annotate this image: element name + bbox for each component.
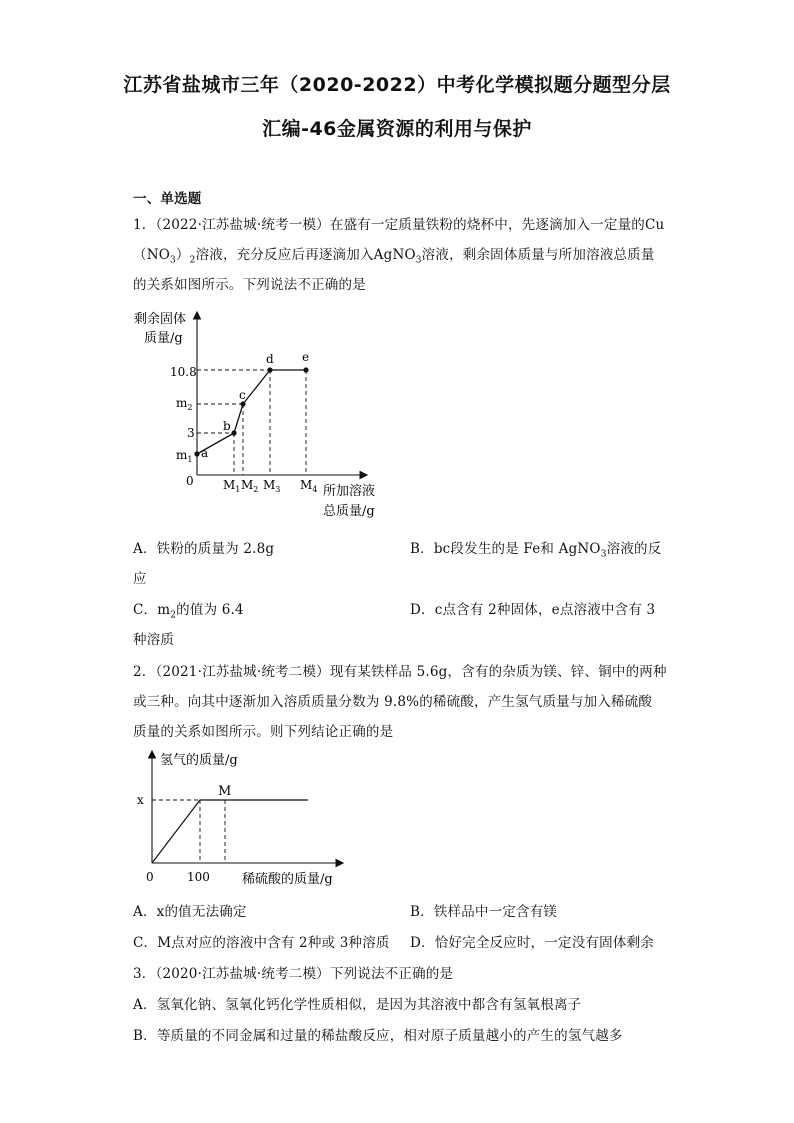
q2-option-d: D．恰好完全反应时，一定没有固体剩余 — [410, 935, 654, 951]
q2-data-line — [152, 800, 308, 863]
q2-option-a: A．x的值无法确定 — [133, 904, 247, 920]
q1-label-d: d — [266, 352, 274, 366]
q1-origin: 0 — [186, 474, 194, 488]
q1-xtick-M4-base: M — [300, 478, 313, 492]
q2-xtick-100: 100 — [187, 870, 210, 884]
q2-ylabel: 氢气的质量/g — [160, 753, 238, 768]
q1-sub: 3 — [415, 255, 422, 266]
q1-label-b: b — [223, 419, 231, 433]
q1-ytick-10.8: 10.8 — [170, 365, 197, 379]
q2-line2: 或三种。向其中逐渐加入溶质质量分数为 9.8%的稀硫酸，产生氢气质量与加入稀硫酸 — [133, 694, 653, 710]
q1-line2-part: （NO — [133, 247, 170, 263]
q1-point-a — [194, 451, 199, 456]
q3-option-a: A．氢氧化钠、氢氧化钙化学性质相似，是因为其溶液中都含有氢氧根离子 — [133, 997, 582, 1013]
q1-chart — [130, 305, 400, 525]
q1-xtick-M4-sub: 4 — [312, 485, 318, 494]
q1-label-c: c — [239, 388, 246, 402]
q1-ylabel-2: 质量/g — [144, 331, 183, 346]
q1-option-b-part: B．bc段发生的是 Fe和 AgNO — [410, 541, 601, 557]
q1-xtick-M2-sub: 2 — [253, 485, 259, 494]
q1-point-b — [231, 430, 236, 435]
q1-line2-part: 溶液，剩余固体质量与所加溶液总质量 — [421, 247, 655, 263]
q1-option-c-part: C．m — [133, 602, 171, 618]
q1-data-line — [197, 370, 306, 454]
q1-line3: 的关系如图所示。下列说法不正确的是 — [133, 277, 366, 293]
q2-chart — [130, 748, 360, 888]
q2-line1: 2．（2021·江苏盐城·统考二模）现有某铁样品 5.6g，含有的杂质为镁、锌、铜中的两种 — [133, 664, 667, 680]
q1-line2-part: 溶液，充分反应后再逐滴加入AgNO — [195, 247, 416, 263]
q1-label-e: e — [302, 350, 310, 364]
q1-sub: 3 — [169, 255, 176, 266]
q1-ytick-3: 3 — [187, 426, 195, 440]
q1-xtick-M1 — [223, 478, 240, 494]
q1-xtick-M3-sub: 3 — [275, 485, 281, 494]
q1-point-d — [267, 367, 272, 372]
q1-ytick-m1-sub: 1 — [187, 455, 193, 464]
q3-option-b: B．等质量的不同金属和过量的稀盐酸反应，相对原子质量越小的产生的氢气越多 — [133, 1028, 623, 1044]
q1-sub: 3 — [600, 549, 607, 560]
q1-line2 — [133, 243, 655, 266]
q1-line2-part: ） — [175, 247, 190, 263]
q1-ytick-m1 — [176, 448, 192, 464]
q1-xtick-M2-base: M — [241, 478, 254, 492]
q1-option-b-cont: 应 — [133, 571, 147, 587]
q1-line1: 1．（2022·江苏盐城·统考一模）在盛有一定质量铁粉的烧杯中，先逐滴加入一定量的Cu — [133, 217, 665, 233]
q1-point-e — [303, 367, 308, 372]
q1-label-a: a — [201, 446, 209, 460]
q1-ytick-m2-sub: 2 — [187, 403, 193, 412]
q1-sub: 2 — [189, 255, 196, 266]
q1-ytick-m2 — [176, 396, 192, 412]
q1-xlabel-1: 所加溶液 — [323, 484, 376, 499]
q2-option-c: C．M点对应的溶液中含有 2种或 3种溶质 — [133, 935, 390, 951]
q2-origin: 0 — [146, 870, 154, 884]
q1-option-d-cont: 种溶质 — [133, 632, 175, 648]
q1-xtick-M2 — [241, 478, 258, 494]
q1-xlabel-2: 总质量/g — [323, 504, 375, 519]
q3-line1: 3．（2020·江苏盐城·统考二模）下列说法不正确的是 — [133, 966, 454, 982]
q2-xlabel: 稀硫酸的质量/g — [242, 872, 333, 887]
q2-ytick-x: x — [137, 793, 144, 807]
q1-option-b — [410, 537, 661, 560]
q1-option-c — [133, 598, 244, 621]
q1-point-c — [240, 401, 245, 406]
q1-option-a: A．铁粉的质量为 2.8g — [133, 541, 275, 557]
q1-xtick-M3 — [263, 478, 280, 494]
q1-option-b-part: 溶液的反 — [606, 541, 662, 557]
doc-title-line1: 江苏省盐城市三年（2020-2022）中考化学模拟题分题型分层 — [123, 74, 671, 96]
doc-title-line2: 汇编-46金属资源的利用与保护 — [262, 118, 532, 140]
q1-ylabel-1: 剩余固体 — [134, 312, 187, 327]
q1-xtick-M1-sub: 1 — [235, 485, 241, 494]
q2-option-b: B．铁样品中一定含有镁 — [410, 904, 558, 920]
q1-ytick-m2-base: m — [176, 396, 188, 410]
q1-ytick-m1-base: m — [176, 448, 188, 462]
q1-xtick-M3-base: M — [263, 478, 276, 492]
q1-option-c-part: 的值为 6.4 — [176, 602, 244, 618]
q1-option-d: D．c点含有 2种固体，e点溶液中含有 3 — [410, 602, 656, 618]
section-heading: 一、单选题 — [133, 191, 202, 207]
q1-sub: 2 — [170, 610, 177, 621]
q1-xtick-M4 — [300, 478, 317, 494]
q2-point-M: M — [218, 784, 232, 799]
q2-line3: 质量的关系如图所示。则下列结论正确的是 — [133, 724, 394, 740]
q1-xtick-M1-base: M — [223, 478, 236, 492]
